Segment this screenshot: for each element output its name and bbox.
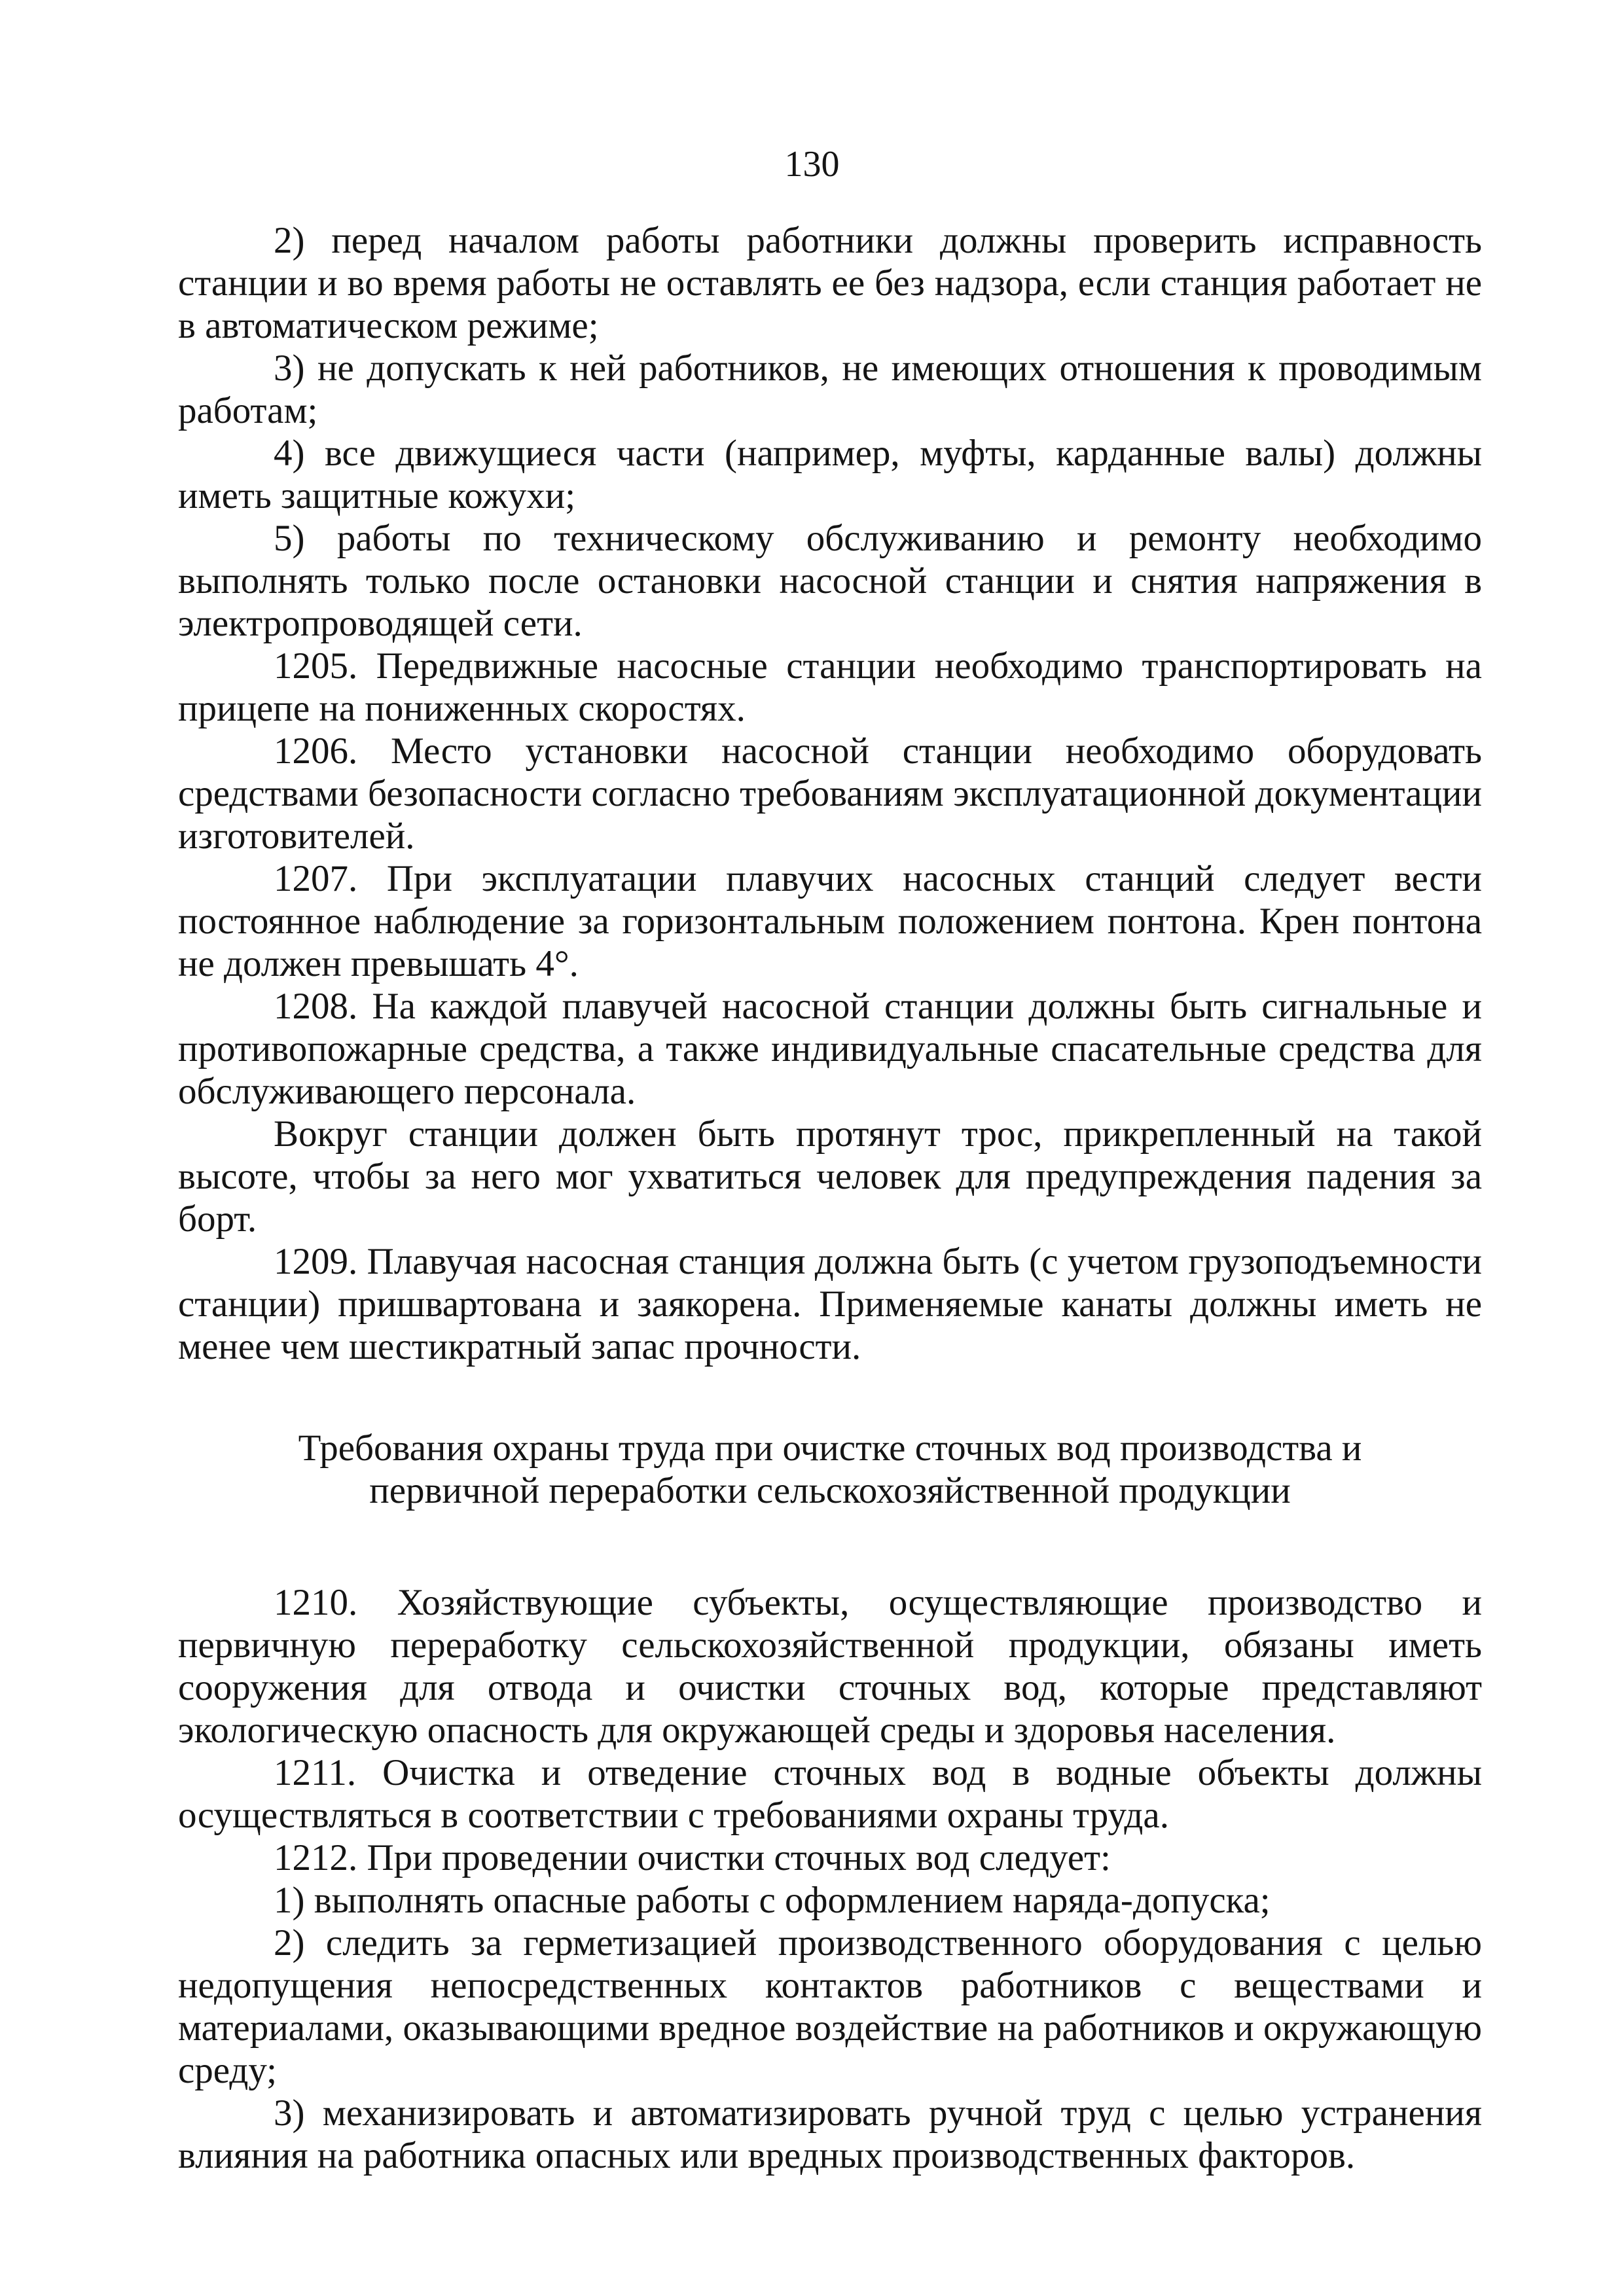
paragraph-1212-item-2: 2) следить за герметизацией производственного оборудования с целью недопущения непосредственных контактов работников с веществами и материалами, оказывающими вредное воздействие на работников и окружающую среду; [178,1922,1482,2091]
paragraph-item-3: 3) не допускать к ней работников, не имеющих отношения к проводимым работам; [178,348,1482,431]
paragraph-1205: 1205. Передвижные насосные станции необходимо транспортировать на прицепе на пониженных скоростях. [178,645,1482,729]
paragraph-1212: 1212. При проведении очистки сточных вод следует: [274,1837,1111,1878]
paragraph-1209: 1209. Плавучая насосная станция должна быть (с учетом грузоподъемности станции) пришвартована и заякорена. Применяемые канаты должны иметь не менее чем шестикратный запас прочности. [178,1241,1482,1367]
paragraph-1208: 1208. На каждой плавучей насосной станции должны быть сигнальные и противопожарные средства, а также индивидуальные спасательные средства для обслуживающего персонала. [178,986,1482,1112]
paragraph-1211: 1211. Очистка и отведение сточных вод в водные объекты должны осуществляться в соответствии с требованиями охраны труда. [178,1752,1482,1836]
paragraph-item-5: 5) работы по техническому обслуживанию и ремонту необходимо выполнять только после остановки насосной станции и снятия напряжения в электропроводящей сети. [178,518,1482,644]
paragraph-1206: 1206. Место установки насосной станции необходимо оборудовать средствами безопасности согласно требованиям эксплуатационной документации изготовителей. [178,730,1482,857]
document-body [178,219,1482,2177]
paragraph-1208-continued: Вокруг станции должен быть протянут трос, прикрепленный на такой высоте, чтобы за него мог ухватиться человек для предупреждения падения за борт. [178,1113,1482,1240]
section-heading-line-2: первичной переработки сельскохозяйственной продукции [369,1470,1291,1511]
paragraph-1212-item-1: 1) выполнять опасные работы с оформлением наряда-допуска; [274,1880,1271,1921]
paragraph-1207: 1207. При эксплуатации плавучих насосных станций следует вести постоянное наблюдение за горизонтальным положением понтона. Крен понтона не должен превышать 4°. [178,858,1482,984]
paragraph-1210: 1210. Хозяйствующие субъекты, осуществляющие производство и первичную переработку сельскохозяйственной продукции, обязаны иметь сооружения для отвода и очистки сточных вод, которые представляют экологическую опасность для окружающей среды и здоровья населения. [178,1582,1482,1751]
paragraph-item-4: 4) все движущиеся части (например, муфты, карданные валы) должны иметь защитные кожухи; [178,433,1482,516]
section-heading-line-1: Требования охраны труда при очистке сточных вод производства и [298,1427,1362,1469]
paragraph-1212-item-3: 3) механизировать и автоматизировать ручной труд с целью устранения влияния на работника опасных или вредных производственных факторов. [178,2092,1482,2176]
section-heading [178,1427,1482,1512]
paragraph-item-2: 2) перед началом работы работники должны проверить исправность станции и во время работы не оставлять ее без надзора, если станция работает не в автоматическом режиме; [178,220,1482,346]
page-number: 130 [784,144,840,185]
